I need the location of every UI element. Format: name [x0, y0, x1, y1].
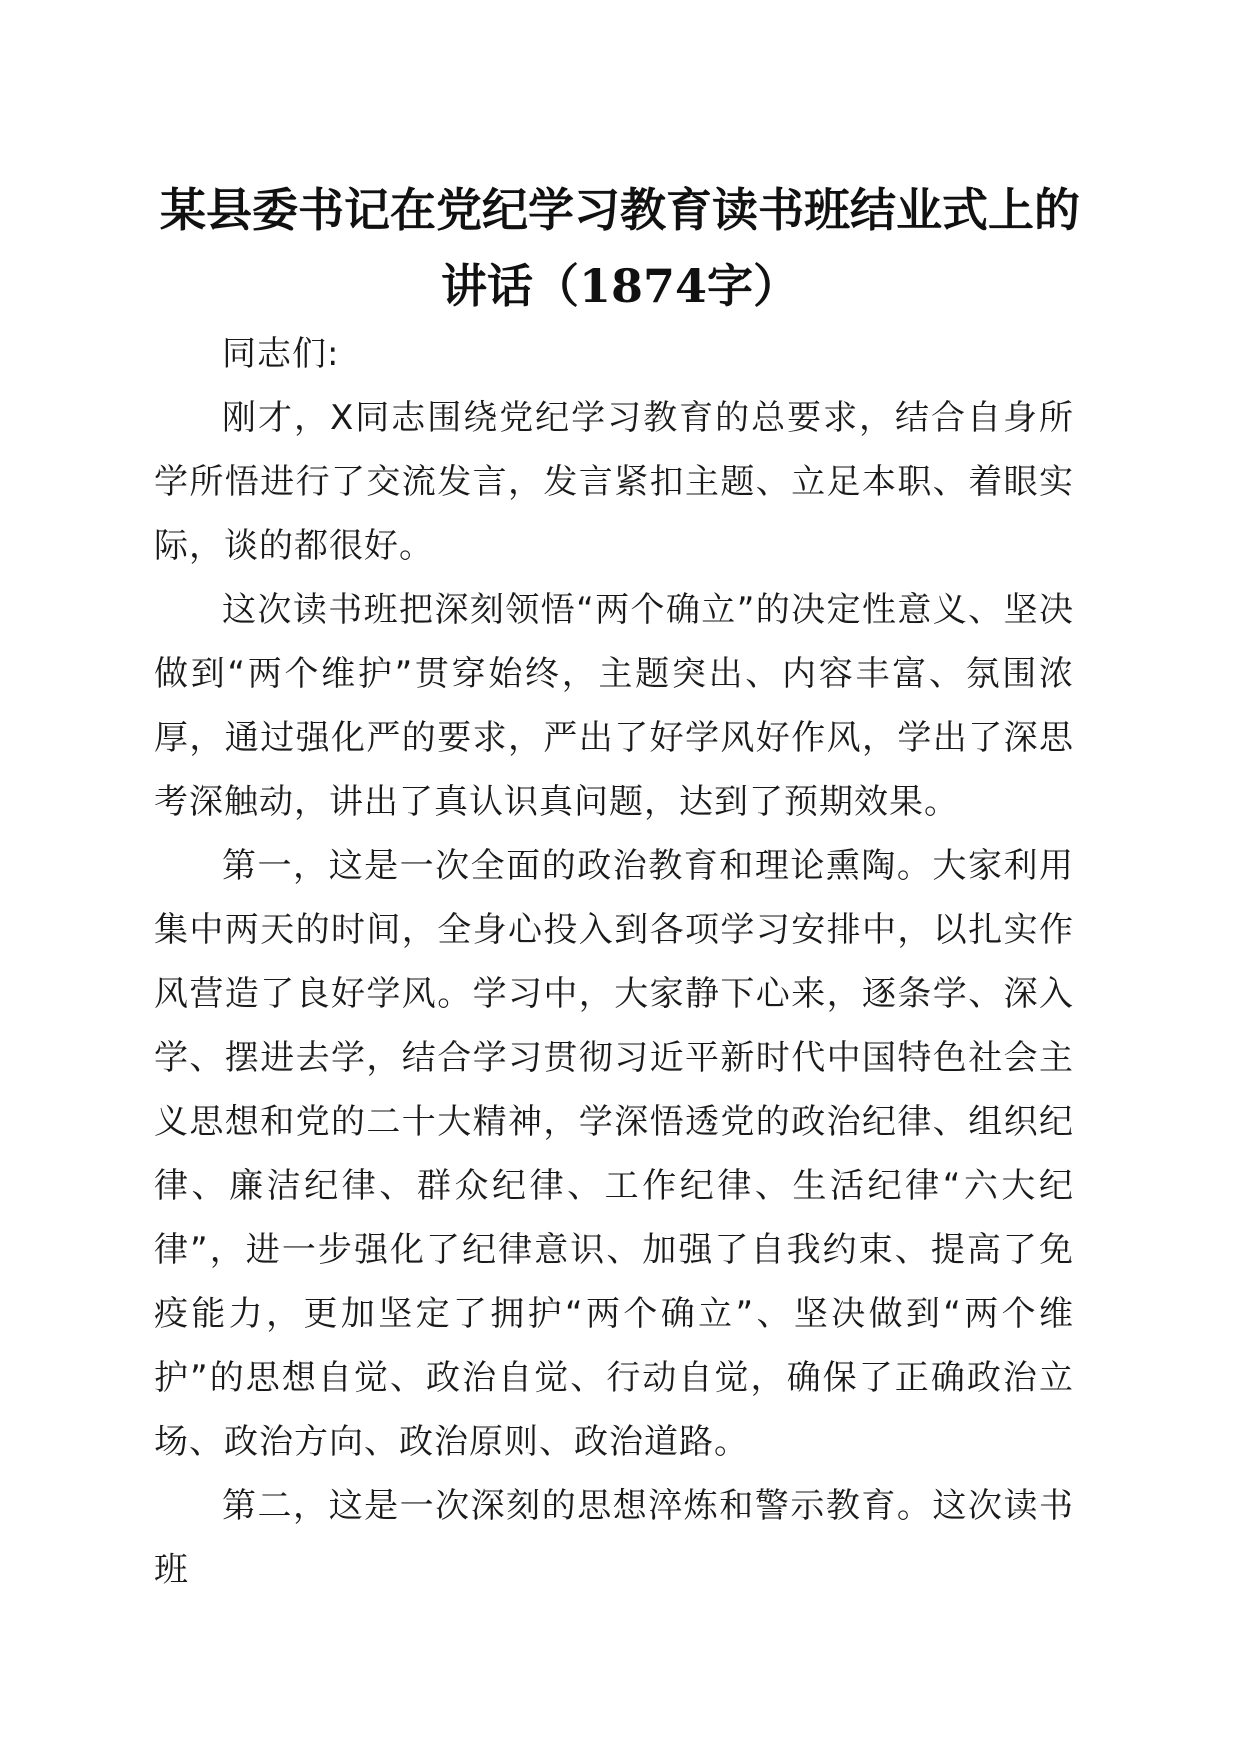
document-body: [154, 322, 1074, 1602]
paragraph: 第一，这是一次全面的政治教育和理论熏陶。大家利用集中两天的时间，全身心投入到各项学习安排中，以扎实作风营造了良好学风。学习中，大家静下心来，逐条学、深入学、摆进去学，结合学习贯彻习近平新时代中国特色社会主义思想和党的二十大精神，学深悟透党的政治纪律、组织纪律、廉洁纪律、群众纪律、工作纪律、生活纪律“六大纪律”，进一步强化了纪律意识、加强了自我约束、提高了免疫能力，更加坚定了拥护“两个确立”、坚决做到“两个维护”的思想自觉、政治自觉、行动自觉，确保了正确政治立场、政治方向、政治原则、政治道路。: [154, 846, 1074, 1462]
title-line-2: 讲话（1874字）: [440, 259, 800, 313]
title-line-1: 某县委书记在党纪学习教育读书班结业式上的: [160, 183, 1080, 237]
paragraph: 刚才，X同志围绕党纪学习教育的总要求，结合自身所学所悟进行了交流发言，发言紧扣主题、立足本职、着眼实际，谈的都很好。: [154, 398, 1074, 566]
paragraph: 第二，这是一次深刻的思想淬炼和警示教育。这次读书班: [154, 1486, 1074, 1590]
salutation: 同志们:: [222, 334, 340, 374]
paragraph: 这次读书班把深刻领悟“两个确立”的决定性意义、坚决做到“两个维护”贯穿始终，主题突出、内容丰富、氛围浓厚，通过强化严的要求，严出了好学风好作风，学出了深思考深触动，讲出了真认识真问题，达到了预期效果。: [154, 590, 1074, 822]
document-title: [140, 172, 1100, 324]
